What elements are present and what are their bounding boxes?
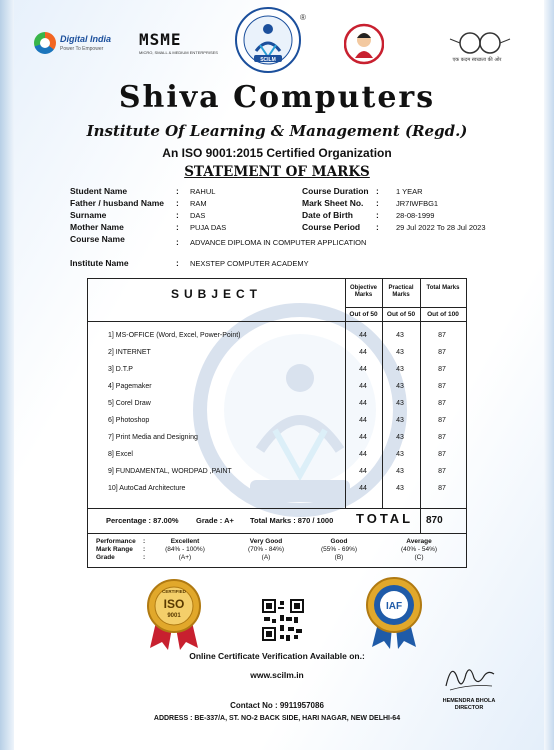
iaf-seal-main: IAF	[385, 601, 403, 612]
perf-range: (55% - 69%)	[320, 546, 358, 553]
objective-out-of: Out of 50	[349, 311, 378, 318]
perf-average	[382, 538, 456, 562]
father-name-value: RAM	[190, 199, 207, 208]
info-separator: :	[176, 222, 179, 232]
perf-range: (70% - 84%)	[247, 546, 285, 553]
info-separator: :	[376, 198, 379, 208]
total-mark: 87	[438, 332, 446, 339]
table-divider	[88, 321, 466, 322]
objective-mark: 44	[359, 485, 367, 492]
table-divider	[88, 533, 466, 534]
subject-name: 10] AutoCad Architecture	[108, 485, 186, 492]
objective-marks-header: Objective Marks	[349, 285, 377, 298]
iso-line: An ISO 9001:2015 Certified Organization	[162, 146, 392, 160]
subject-name: 2] INTERNET	[108, 349, 151, 356]
info-separator: :	[376, 210, 379, 220]
iso-seal-number: 9001	[167, 613, 181, 619]
director-name: HEMENDRA BHOLA	[442, 698, 496, 704]
perf-good	[304, 538, 374, 562]
subject-name: 5] Corel Draw	[108, 400, 151, 407]
course-period-label: Course Period	[302, 222, 361, 232]
objective-mark: 44	[359, 366, 367, 373]
iso-seal-icon	[146, 578, 202, 650]
info-separator: :	[176, 186, 179, 196]
objective-mark: 44	[359, 434, 367, 441]
mother-name-value: PUJA DAS	[190, 223, 227, 232]
iso-seal-top: CERTIFIED	[162, 589, 186, 594]
contact-number: Contact No : 9911957086	[230, 701, 324, 710]
practical-mark: 43	[396, 485, 404, 492]
perf-grade: (A+)	[178, 554, 192, 561]
address-line: ADDRESS : BE-337/A, ST. NO-2 BACK SIDE, HARI NAGAR, NEW DELHI-64	[153, 715, 401, 722]
objective-mark: 44	[359, 332, 367, 339]
msme-name: MSME	[139, 30, 182, 49]
info-separator: :	[176, 198, 179, 208]
practical-mark: 43	[396, 434, 404, 441]
practical-mark: 43	[396, 400, 404, 407]
student-name-value: RAHUL	[190, 187, 216, 196]
perf-excellent	[150, 538, 220, 562]
father-name-label: Father / husband Name	[70, 198, 164, 208]
subject-name: 9] FUNDAMENTAL, WORDPAD ,PAINT	[108, 468, 232, 475]
table-divider	[88, 508, 466, 509]
total-mark: 87	[438, 349, 446, 356]
total-mark: 87	[438, 366, 446, 373]
institute-seal-icon	[232, 5, 304, 75]
msme-tagline: MICRO, SMALL & MEDIUM ENTERPRISES	[139, 50, 218, 55]
total-mark: 87	[438, 434, 446, 441]
info-separator: :	[376, 186, 379, 196]
course-name-value: ADVANCE DIPLOMA IN COMPUTER APPLICATION	[190, 238, 367, 247]
mark-range-label: Mark Range	[96, 546, 133, 553]
registered-mark: ®	[300, 13, 306, 22]
practical-marks-header: Practical Marks	[388, 285, 414, 298]
swachh-bharat-logo-icon	[436, 30, 518, 64]
iaf-seal-icon	[364, 577, 424, 649]
perf-very-good	[231, 538, 301, 562]
total-marks-header: Total Marks	[426, 285, 460, 291]
perf-separator: :	[143, 546, 146, 553]
info-separator: :	[376, 222, 379, 232]
total-mark: 87	[438, 451, 446, 458]
perf-grade: (B)	[334, 554, 344, 561]
statement-heading: STATEMENT OF MARKS	[184, 164, 370, 180]
total-out-of: Out of 100	[427, 311, 459, 318]
practical-mark: 43	[396, 468, 404, 475]
institute-seal-initials: SCILM	[260, 57, 276, 63]
perf-separator: :	[143, 538, 146, 545]
verification-text: Online Certificate Verification Available on.:	[189, 651, 365, 661]
subject-header: SUBJECT	[170, 287, 262, 301]
institute-subtitle: Institute Of Learning & Management (Regd.)	[86, 122, 468, 140]
msme-logo	[139, 30, 218, 64]
institute-name-value: NEXSTEP COMPUTER ACADEMY	[190, 259, 309, 268]
perf-separator: :	[143, 554, 146, 561]
total-marks-summary: Total Marks : 870 / 1000	[250, 516, 334, 525]
subject-name: 1] MS-OFFICE (Word, Excel, Power-Point)	[108, 332, 241, 339]
total-label: TOTAL	[356, 511, 414, 526]
mother-name-label: Mother Name	[70, 222, 124, 232]
swachh-caption: एक कदम स्वच्छता की ओर	[452, 57, 502, 63]
beti-bachao-logo-icon	[344, 22, 384, 66]
perf-range: (40% - 54%)	[400, 546, 438, 553]
digital-india-name: Digital India	[60, 34, 112, 44]
percentage-summary: Percentage : 87.00%	[106, 516, 179, 525]
director-signature-icon	[440, 656, 498, 696]
practical-out-of: Out of 50	[386, 311, 416, 318]
subject-name: 4] Pagemaker	[108, 383, 152, 390]
course-period-value: 29 Jul 2022 To 28 Jul 2023	[396, 223, 486, 232]
practical-mark: 43	[396, 417, 404, 424]
student-name-label: Student Name	[70, 186, 128, 196]
info-separator: :	[176, 258, 179, 268]
total-mark: 87	[438, 417, 446, 424]
subject-name: 8] Excel	[108, 451, 133, 458]
digital-india-logo	[34, 28, 114, 62]
info-separator: :	[176, 237, 179, 247]
director-title: DIRECTOR	[454, 705, 484, 711]
total-mark: 87	[438, 468, 446, 475]
perf-grade: (C)	[414, 554, 424, 561]
grade-summary: Grade : A+	[196, 516, 234, 525]
dob-value: 28-08-1999	[396, 211, 435, 220]
table-divider	[345, 307, 466, 308]
surname-label: Surname	[70, 210, 107, 220]
practical-mark: 43	[396, 332, 404, 339]
objective-mark: 44	[359, 400, 367, 407]
objective-mark: 44	[359, 451, 367, 458]
grand-total-value: 870	[426, 515, 443, 526]
perf-name: Good	[330, 538, 348, 545]
surname-value: DAS	[190, 211, 206, 220]
practical-mark: 43	[396, 451, 404, 458]
subject-name: 7] Print Media and Designing	[108, 434, 198, 441]
digital-india-icon	[34, 32, 56, 54]
practical-mark: 43	[396, 383, 404, 390]
website-link[interactable]: www.scilm.in	[250, 670, 304, 680]
objective-mark: 44	[359, 468, 367, 475]
course-name-label: Course Name	[70, 234, 125, 244]
institute-title: Shiva Computers	[118, 80, 436, 115]
dob-label: Date of Birth	[302, 210, 353, 220]
perf-name: Very Good	[249, 538, 283, 545]
practical-mark: 43	[396, 349, 404, 356]
objective-mark: 44	[359, 417, 367, 424]
practical-mark: 43	[396, 366, 404, 373]
perf-name: Average	[406, 538, 432, 545]
grade-label: Grade	[96, 554, 115, 561]
performance-label: Performance	[96, 538, 136, 545]
perf-name: Excellent	[170, 538, 200, 545]
info-separator: :	[176, 210, 179, 220]
digital-india-tagline: Power To Empower	[60, 46, 104, 52]
objective-mark: 44	[359, 349, 367, 356]
qr-code-icon	[262, 599, 304, 641]
mark-sheet-no-value: JR7IWFBG1	[396, 199, 439, 208]
course-duration-label: Course Duration	[302, 186, 369, 196]
perf-range: (84% - 100%)	[165, 546, 205, 553]
institute-name-label: Institute Name	[70, 258, 129, 268]
total-mark: 87	[438, 383, 446, 390]
subject-name: 6] Photoshop	[108, 417, 150, 424]
mark-sheet-no-label: Mark Sheet No.	[302, 198, 364, 208]
total-mark: 87	[438, 485, 446, 492]
table-divider	[420, 508, 421, 533]
subject-name: 3] D.T.P	[108, 366, 133, 373]
course-duration-value: 1 YEAR	[396, 187, 423, 196]
total-mark: 87	[438, 400, 446, 407]
objective-mark: 44	[359, 383, 367, 390]
perf-grade: (A)	[261, 554, 271, 561]
iso-seal-main: ISO	[163, 597, 185, 611]
marks-table	[87, 278, 467, 568]
